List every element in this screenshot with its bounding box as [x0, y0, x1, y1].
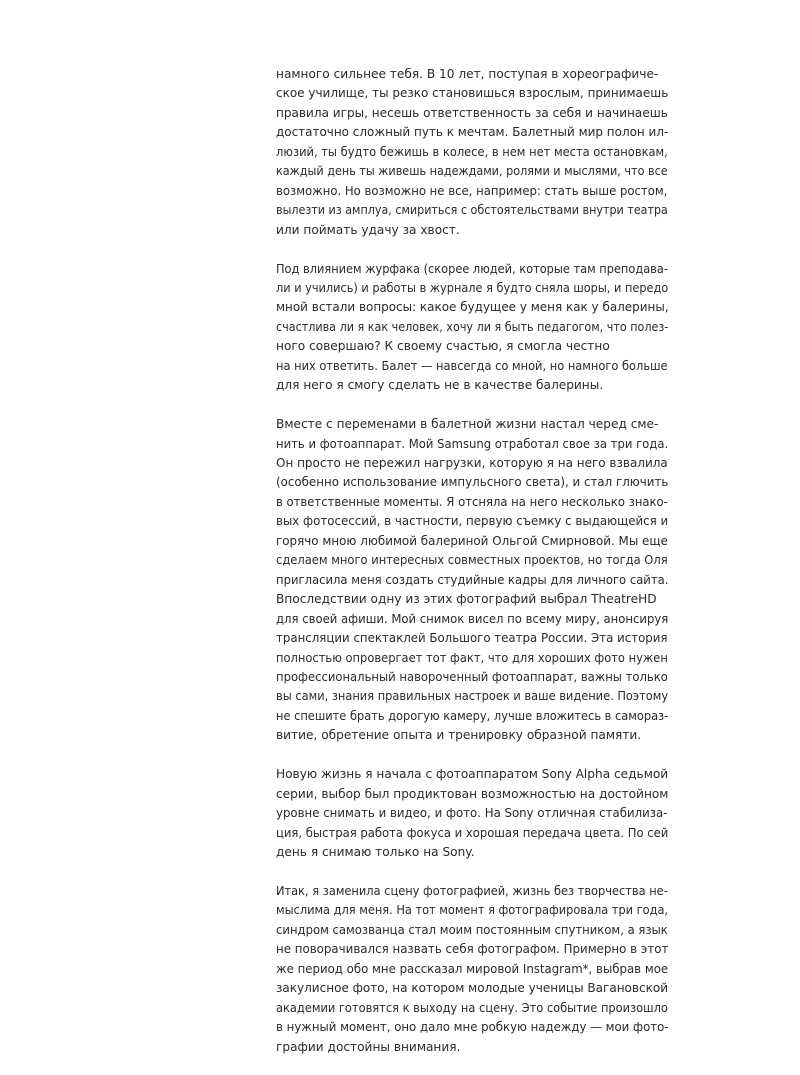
- text-line: в нужный момент, оно дало мне робкую надежду — мои фото-: [276, 1019, 669, 1035]
- article-paragraph: [276, 414, 676, 745]
- text-line: вылезти из амплуа, смириться с обстоятельствами внутри театра: [276, 202, 668, 218]
- text-line: полностью опровергает тот факт, что для хороших фото нужен: [276, 649, 668, 665]
- text-line: закулисное фото, на котором молодые ученицы Вагановской: [276, 980, 669, 996]
- text-line: профессиональный навороченный фотоаппарат, важны только: [276, 669, 668, 685]
- article-text-column: [276, 64, 676, 1075]
- text-line: трансляции спектаклей Большого театра России. Эта история: [276, 630, 668, 646]
- text-line: мыслима для меня. На тот момент я фотографировала три года,: [276, 902, 669, 918]
- article-paragraph: [276, 259, 676, 395]
- text-line: день я снимаю только на Sony.: [276, 844, 475, 860]
- text-line: сделаем много интересных совместных проектов, но тогда Оля: [276, 552, 668, 568]
- text-line: на них ответить. Балет — навсегда со мной, но намного больше: [276, 357, 668, 373]
- text-line: вых фотосессий, в частности, первую съемку с выдающейся и: [276, 513, 669, 529]
- text-line: уровне снимать и видео, и фото. На Sony отличная стабилиза-: [276, 805, 668, 821]
- text-line: мной встали вопросы: какое будущее у меня как у балерины,: [276, 299, 669, 315]
- text-line: же период обо мне рассказал мировой Instagram*, выбрав мое: [276, 960, 669, 976]
- text-line: ция, быстрая работа фокуса и хорошая передача цвета. По сей: [276, 824, 669, 840]
- text-line: возможно. Но возможно не все, например: стать выше ростом,: [276, 182, 668, 198]
- text-line: серии, выбор был продиктован возможностью на достойном: [276, 785, 669, 801]
- text-line: витие, обретение опыта и тренировку образной памяти.: [276, 727, 642, 743]
- text-line: люзий, ты будто бежишь в колесе, в нем нет места остановкам,: [276, 143, 668, 159]
- text-line: Вместе с переменами в балетной жизни настал черед сме-: [276, 416, 659, 432]
- text-line: в ответственные моменты. Я отсняла на него несколько знако-: [276, 493, 668, 509]
- text-line: (особенно использование импульсного света), и стал глючить: [276, 474, 669, 490]
- text-line: ного совершаю? К своему счастью, я смогла честно: [276, 338, 610, 354]
- article-paragraph: [276, 881, 676, 1056]
- text-line: графии достойны внимания.: [276, 1038, 461, 1054]
- text-line: правила игры, несешь ответственность за себя и начинаешь: [276, 104, 668, 120]
- text-line: или поймать удачу за хвост.: [276, 221, 460, 237]
- text-line: академии готовятся к выходу на сцену. Это событие произошло: [276, 999, 668, 1015]
- article-paragraph: [276, 64, 676, 239]
- text-line: горячо мною любимой балериной Ольгой Смирновой. Мы еще: [276, 532, 668, 548]
- text-line: намного сильнее тебя. В 10 лет, поступая в хореографиче-: [276, 66, 659, 81]
- text-line: не поворачивался назвать себя фотографом. Примерно в этот: [276, 941, 669, 957]
- text-line: счастлива ли я как человек, хочу ли я быть педагогом, что полез-: [276, 318, 669, 334]
- text-line: вы сами, знания правильных настроек и ваше видение. Поэтому: [276, 688, 669, 704]
- text-line: ское училище, ты резко становишься взрослым, принимаешь: [276, 85, 669, 101]
- text-line: Новую жизнь я начала с фотоаппаратом Sony Alpha седьмой: [276, 766, 669, 782]
- text-line: достаточно сложный путь к мечтам. Балетный мир полон ил-: [276, 124, 669, 140]
- text-line: пригласила меня создать студийные кадры для личного сайта.: [276, 571, 669, 587]
- text-line: нить и фотоаппарат. Мой Samsung отработал свое за три года.: [276, 435, 669, 451]
- text-line: для него я смогу сделать не в качестве балерины.: [276, 377, 604, 393]
- text-line: для своей афиши. Мой снимок висел по всему миру, анонсируя: [276, 610, 669, 626]
- text-line: синдром самозванца стал моим постоянным спутником, а язык: [276, 921, 668, 937]
- text-line: Под влиянием журфака (скорее людей, которые там преподава-: [276, 260, 668, 276]
- text-line: Итак, я заменила сцену фотографией, жизнь без творчества не-: [276, 882, 668, 898]
- article-paragraph: [276, 764, 676, 861]
- text-line: Впоследствии одну из этих фотографий выбрал TheatreHD: [276, 591, 657, 607]
- text-line: каждый день ты живешь надеждами, ролями и мыслями, что все: [276, 163, 668, 179]
- text-line: Он просто не пережил нагрузки, которую я на него взвалила: [276, 455, 668, 471]
- text-line: не спешите брать дорогую камеру, лучше вложитесь в самораз-: [276, 707, 669, 723]
- text-line: ли и учились) и работы в журнале я будто сняла шоры, и передо: [276, 279, 669, 295]
